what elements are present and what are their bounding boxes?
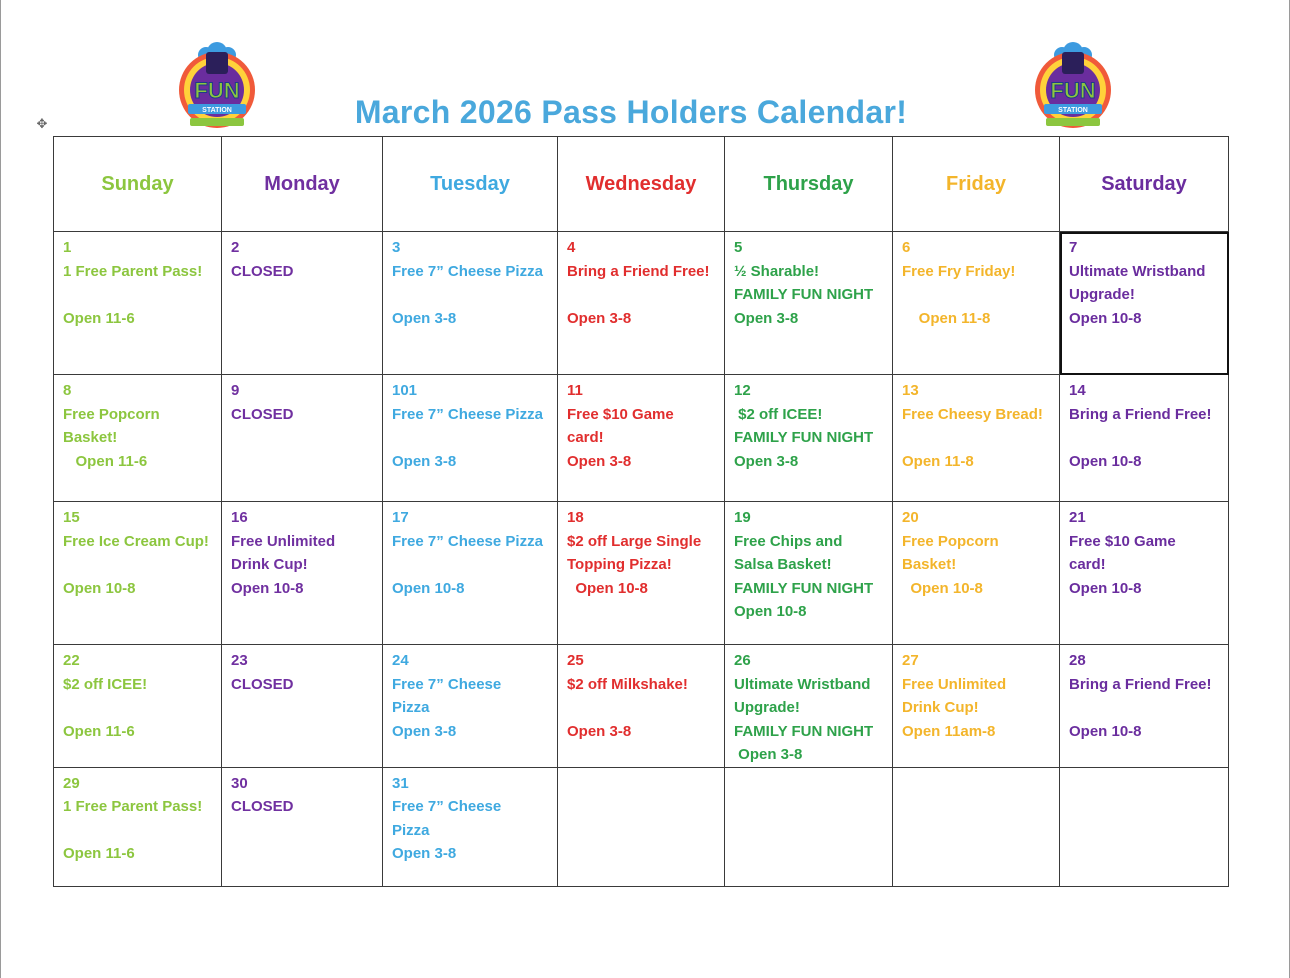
week-row [54, 767, 1229, 886]
event-line: Open 11-8 [902, 452, 974, 470]
day-cell-19[interactable] [725, 502, 893, 645]
weekday-header-row [54, 137, 1229, 232]
event-line: Open 10-8 [1069, 579, 1142, 597]
day-number: 23 [231, 652, 248, 669]
day-cell-8[interactable] [54, 375, 222, 502]
event-line: Free 7” Cheese [392, 675, 502, 693]
event-line [392, 426, 548, 450]
day-number: 18 [567, 509, 584, 526]
day-cell-101[interactable] [383, 375, 558, 502]
event-line: Free Unlimited [231, 532, 336, 550]
day-cell-2[interactable] [222, 232, 383, 375]
event-line: Free Chips and [734, 532, 843, 550]
event-line: CLOSED [231, 262, 294, 280]
event-line: Free Popcorn [902, 532, 999, 550]
week-row [54, 502, 1229, 645]
day-cell-3[interactable] [383, 232, 558, 375]
day-cell-28[interactable] [1060, 645, 1229, 768]
event-line: Open 3-8 [392, 845, 457, 862]
day-cell-13[interactable] [893, 375, 1060, 502]
event-line: Bring a Friend Free! [567, 262, 710, 280]
event-line [1069, 696, 1219, 720]
event-line: Open 3-8 [734, 746, 803, 763]
day-cell-18[interactable] [558, 502, 725, 645]
event-line: Open 3-8 [567, 452, 632, 470]
day-number: 26 [734, 652, 751, 669]
event-line: Drink Cup! [231, 556, 308, 573]
header-thursday: Thursday [725, 137, 893, 232]
day-number: 31 [392, 774, 409, 792]
day-cell-12[interactable] [725, 375, 893, 502]
day-number: 17 [392, 509, 409, 526]
day-cell-4[interactable] [558, 232, 725, 375]
event-line: 1 Free Parent Pass! [63, 262, 203, 280]
event-line: FAMILY FUN NIGHT [734, 722, 874, 740]
header-sunday: Sunday [54, 137, 222, 232]
event-line: Open 3-8 [392, 309, 457, 327]
event-line: Free Fry Friday! [902, 262, 1016, 280]
day-number: 25 [567, 652, 584, 669]
event-line: card! [567, 429, 604, 446]
event-line: Ultimate Wristband [734, 675, 871, 693]
empty-day-cell[interactable] [725, 767, 893, 886]
svg-text:STATION: STATION [1058, 107, 1088, 114]
day-number: 22 [63, 652, 80, 669]
day-number: 28 [1069, 652, 1086, 669]
event-line: FAMILY FUN NIGHT [734, 579, 874, 597]
day-cell-7[interactable] [1060, 232, 1229, 375]
event-line [567, 696, 715, 720]
day-number: 6 [902, 239, 911, 256]
event-line: Open 10-8 [231, 579, 304, 597]
day-cell-11[interactable] [558, 375, 725, 502]
event-line: Free Unlimited [902, 675, 1007, 693]
event-line: Open 10-8 [392, 579, 465, 597]
event-line: Open 11-6 [63, 845, 135, 862]
day-number: 11 [567, 382, 583, 399]
day-cell-24[interactable] [383, 645, 558, 768]
event-line [902, 283, 1050, 307]
event-line: Upgrade! [734, 699, 800, 716]
event-line: $2 off ICEE! [63, 675, 148, 693]
day-number: 15 [63, 509, 80, 526]
event-line: Free $10 Game [567, 405, 674, 423]
event-line: FAMILY FUN NIGHT [734, 429, 874, 446]
event-line: Open 3-8 [567, 722, 632, 740]
event-line: CLOSED [231, 405, 294, 423]
event-line: Basket! [63, 429, 118, 446]
event-line: ½ Sharable! [734, 262, 820, 280]
event-line: Open 11-6 [63, 309, 135, 327]
day-number: 7 [1069, 239, 1078, 256]
empty-day-cell[interactable] [893, 767, 1060, 886]
day-number: 101 [392, 382, 418, 399]
event-line [63, 696, 212, 720]
event-line: Open 10-8 [63, 579, 136, 597]
calendar-table [53, 136, 1229, 887]
event-line [392, 283, 548, 307]
day-cell-17[interactable] [383, 502, 558, 645]
day-number: 20 [902, 509, 919, 526]
event-line: Open 11am-8 [902, 722, 996, 740]
event-line: CLOSED [231, 675, 294, 693]
day-number: 27 [902, 652, 919, 669]
event-line [63, 283, 212, 307]
day-number: 3 [392, 239, 401, 256]
day-number: 14 [1069, 382, 1086, 399]
event-line: Open 3-8 [734, 309, 799, 327]
day-cell-23[interactable] [222, 645, 383, 768]
event-line: Free Popcorn [63, 405, 160, 423]
header-monday: Monday [222, 137, 383, 232]
day-cell-9[interactable] [222, 375, 383, 502]
event-line: Open 3-8 [392, 452, 457, 470]
event-line: Pizza [392, 821, 430, 839]
event-line: Upgrade! [1069, 286, 1135, 303]
event-line: Bring a Friend Free! [1069, 675, 1212, 693]
day-cell-20[interactable] [893, 502, 1060, 645]
event-line: Topping Pizza! [567, 556, 672, 573]
event-line [63, 819, 212, 843]
event-line: Bring a Friend Free! [1069, 405, 1212, 423]
week-row [54, 645, 1229, 768]
svg-text:STATION: STATION [202, 107, 232, 114]
day-number: 9 [231, 382, 240, 399]
event-line: Open 3-8 [392, 722, 457, 740]
event-line: FAMILY FUN NIGHT [734, 286, 874, 303]
event-line: Basket! [902, 556, 957, 573]
header-saturday: Saturday [1060, 137, 1229, 232]
event-line: Open 10-8 [567, 579, 648, 597]
day-number: 30 [231, 774, 248, 792]
event-line: $2 off ICEE! [734, 405, 823, 423]
event-line: Free 7” Cheese [392, 798, 502, 815]
day-number: 29 [63, 774, 80, 792]
event-line: Ultimate Wristband [1069, 262, 1206, 280]
page-title: March 2026 Pass Holders Calendar! [354, 94, 908, 130]
day-cell-16[interactable] [222, 502, 383, 645]
week-row [54, 375, 1229, 502]
day-number: 21 [1069, 509, 1086, 526]
event-line: Open 3-8 [567, 309, 632, 327]
event-line: Free 7” Cheese Pizza [392, 405, 543, 423]
day-number: 12 [734, 382, 751, 399]
day-number: 2 [231, 239, 240, 256]
day-cell-30[interactable] [222, 767, 383, 886]
day-number: 5 [734, 239, 743, 256]
event-line: Free Cheesy Bread! [902, 405, 1043, 423]
event-line: Open 10-8 [734, 603, 807, 620]
event-line: Free $10 Game [1069, 532, 1176, 550]
event-line: Salsa Basket! [734, 556, 832, 573]
event-line: Open 11-6 [63, 452, 148, 470]
day-cell-14[interactable] [1060, 375, 1229, 502]
header-friday: Friday [893, 137, 1060, 232]
event-line: Open 10-8 [1069, 452, 1142, 470]
event-line: Open 10-8 [1069, 722, 1142, 740]
event-line: Free Ice Cream Cup! [63, 532, 209, 550]
event-line [567, 283, 715, 307]
calendar-body [54, 232, 1229, 887]
event-line: Open 11-6 [63, 722, 135, 740]
day-cell-21[interactable] [1060, 502, 1229, 645]
day-number: 8 [63, 382, 72, 399]
day-number: 1 [63, 239, 72, 256]
event-line: Free 7” Cheese Pizza [392, 532, 543, 550]
day-cell-25[interactable] [558, 645, 725, 768]
week-row [54, 232, 1229, 375]
event-line [902, 426, 1050, 450]
event-line: 1 Free Parent Pass! [63, 798, 203, 815]
move-handle-icon[interactable]: ✥ [36, 116, 48, 131]
day-number: 19 [734, 509, 751, 526]
svg-text:FUN: FUN [194, 78, 240, 103]
header-tuesday: Tuesday [383, 137, 558, 232]
event-line: card! [1069, 556, 1106, 573]
day-number: 24 [392, 652, 409, 669]
event-line: Open 3-8 [734, 452, 799, 470]
day-cell-27[interactable] [893, 645, 1060, 768]
day-cell-26[interactable] [725, 645, 893, 768]
empty-day-cell[interactable] [1060, 767, 1229, 886]
event-line: Open 11-8 [902, 309, 991, 327]
header-wednesday: Wednesday [558, 137, 725, 232]
day-cell-6[interactable] [893, 232, 1060, 375]
day-cell-22[interactable] [54, 645, 222, 768]
event-line: Pizza [392, 699, 430, 716]
event-line: CLOSED [231, 798, 294, 815]
day-number: 13 [902, 382, 919, 399]
event-line: $2 off Large Single [567, 532, 702, 550]
event-line: Free 7” Cheese Pizza [392, 262, 543, 280]
event-line [392, 553, 548, 577]
day-number: 16 [231, 509, 248, 526]
event-line: Open 10-8 [902, 579, 983, 597]
event-line: Drink Cup! [902, 699, 979, 716]
day-cell-5[interactable] [725, 232, 893, 375]
day-number: 4 [567, 239, 576, 256]
day-cell-29[interactable] [54, 767, 222, 886]
day-cell-1[interactable] [54, 232, 222, 375]
event-line [63, 553, 212, 577]
day-cell-31[interactable] [383, 767, 558, 886]
event-line: $2 off Milkshake! [567, 675, 688, 693]
event-line: Open 10-8 [1069, 309, 1142, 327]
day-cell-15[interactable] [54, 502, 222, 645]
svg-text:FUN: FUN [1050, 78, 1096, 103]
empty-day-cell[interactable] [558, 767, 725, 886]
event-line [1069, 426, 1219, 450]
